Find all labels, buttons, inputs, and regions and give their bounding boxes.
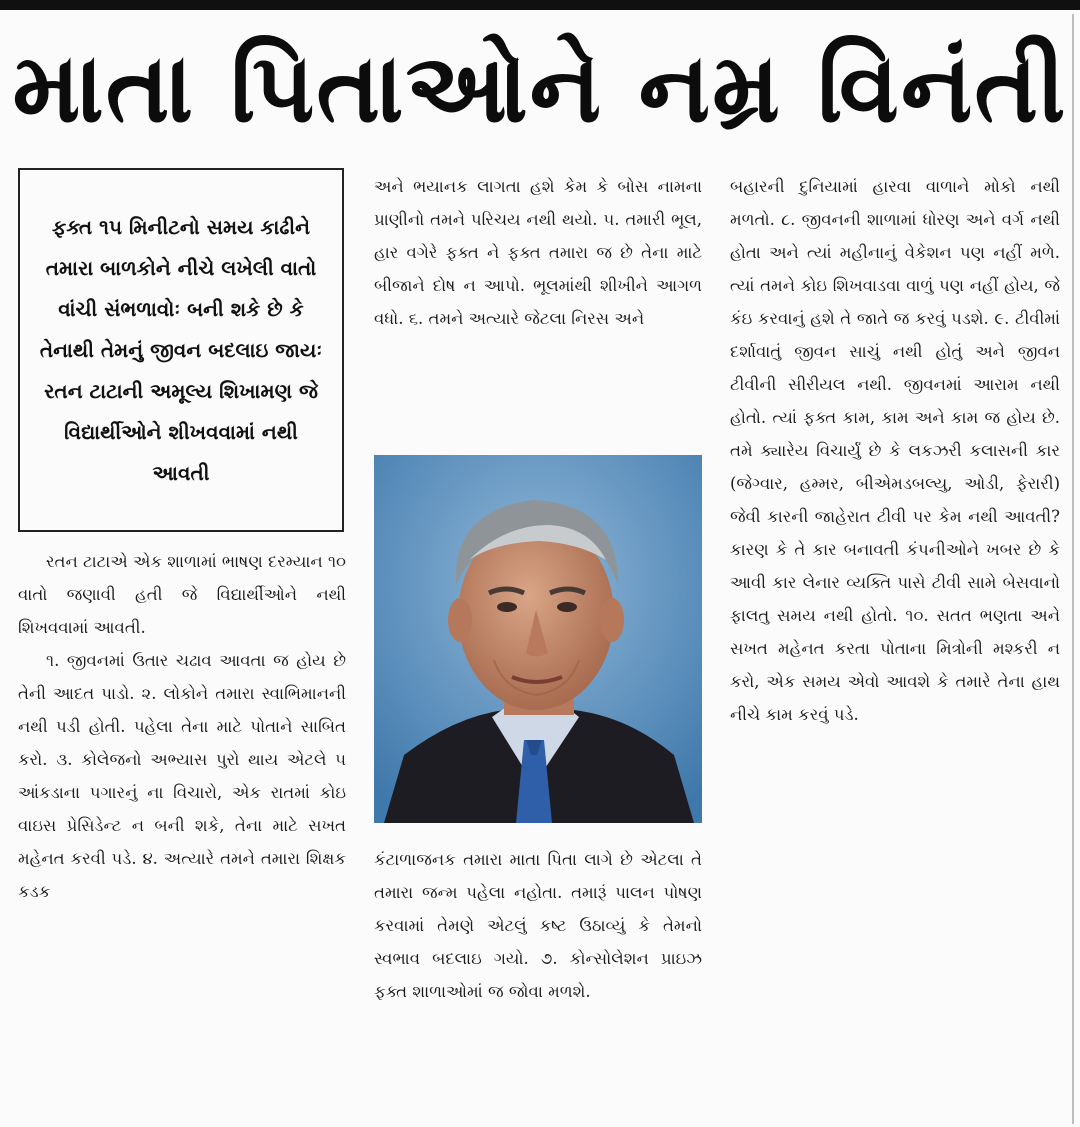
headline: માતા પિતાઓને નમ્ર વિનંતી — [12, 32, 1068, 144]
column-1-points-paragraph: ૧. જીવનમાં ઉતાર ચઢાવ આવતા જ હોય છે તેની આદત પાડો. ૨. લોકોને તમારા સ્વાભિમાનની નથી પડી હોતી. પહેલા તેના માટે પોતાને સાબિત કરો. ૩. કોલેજનો અભ્યાસ પુરો થાય એટલે ૫ આંકડાના પગારનું ના વિચારો, એક રાતમાં કોઇ વાઇસ પ્રેસિડેન્ટ ન બની શકે, તેના માટે સખત મહેનત કરવી પડે. ૪. અત્યારે તમને તમારા શિક્ષક કડક — [18, 651, 346, 901]
article-column-3 — [730, 170, 1060, 1125]
column-3-text: બહારની દુનિયામાં હારવા વાળાને મોકો નથી મળતો. ૮. જીવનની શાળામાં ધોરણ અને વર્ગ નથી હોતા અને ત્યાં મહીનાનું વેકેશન પણ નહીં મળે. ત્યાં તમને કોઇ શિખવાડવા વાળું પણ નહીં હોય, જે કંઇ કરવાનું હશે તે જાતે જ કરવું પડશે. ૯. ટીવીમાં દર્શાવાતું જીવન સાચું નથી હોતું અને જીવન ટીવીની સીરીયલ નથી. જીવનમાં આરામ નથી હોતો. ત્યાં ફક્ત કામ, કામ અને કામ જ હોય છે. તમે ક્યારેય વિચાર્યું છે કે લકઝરી કલાસની કાર (જેગ્વાર, હમ્મર, બીએમડબલ્યુ, ઓડી, ફેરારી) જેવી કારની જાહેરાત ટીવી પર કેમ નથી આવતી? કારણ કે તે કાર બનાવતી કંપનીઓને ખબર છે કે આવી કાર લેનાર વ્યક્તિ પાસે ટીવી સામે બેસવાનો ફાલતુ સમય નથી હોતો. ૧૦. સતત ભણતા અને સખત મહેનત કરતા પોતાના મિત્રોની મશ્કરી ન કરો, એક સમય એવો આવશે કે તમારે તેના હાથ નીચે કામ કરવું પડે. — [730, 177, 1060, 724]
column-2-bottom-text: કંટાળાજનક તમારા માતા પિતા લાગે છે એટલા તે તમારા જન્મ પહેલા નહોતા. તમારૂં પાલન પોષણ કરવામાં તેમણે એટલું કષ્ટ ઉઠાવ્યું કે તેમનો સ્વભાવ બદલાઇ ગયો. ૭. કોન્સોલેશન પ્રાઇઝ ફક્ત શાળાઓમાં જ જોવા મળશે. — [374, 850, 702, 1001]
top-border — [0, 0, 1080, 10]
article-column-2-bottom — [374, 843, 702, 1123]
intro-box — [18, 168, 344, 532]
article-column-2-top — [374, 170, 702, 440]
article-column-1 — [18, 545, 346, 1125]
portrait-photo — [374, 455, 702, 823]
portrait-illustration — [374, 455, 702, 823]
column-2-top-text: અને ભયાનક લાગતા હશે કેમ કે બોસ નામના પ્રાણીનો તમને પરિચય નથી થયો. ૫. તમારી ભૂલ, હાર વગેરે ફક્ત ને ફક્ત તમારા જ છે તેના માટે બીજાને દોષ ન આપો. ભૂલમાંથી શીખીને આગળ વધો. ૬. તમને અત્યારે જેટલા નિરસ અને — [374, 177, 702, 328]
column-1-intro-paragraph: રતન ટાટાએ એક શાળામાં ભાષણ દરમ્યાન ૧૦ વાતો જણાવી હતી જે વિદ્યાર્થીઓને નથી શિખવવામાં આવતી. — [18, 552, 346, 637]
intro-box-text: ફક્ત ૧૫ મિનીટનો સમય કાઢીને તમારા બાળકોને નીચે લખેલી વાતો વાંચી સંભળાવોઃ બની શકે છે કે તેનાથી તેમનું જીવન બદલાઇ જાયઃ રતન ટાટાની અમૂલ્ય શિખામણ જે વિદ્યાર્થીઓને શીખવવામાં નથી આવતી — [39, 214, 323, 485]
right-edge-rule — [1072, 14, 1074, 1124]
